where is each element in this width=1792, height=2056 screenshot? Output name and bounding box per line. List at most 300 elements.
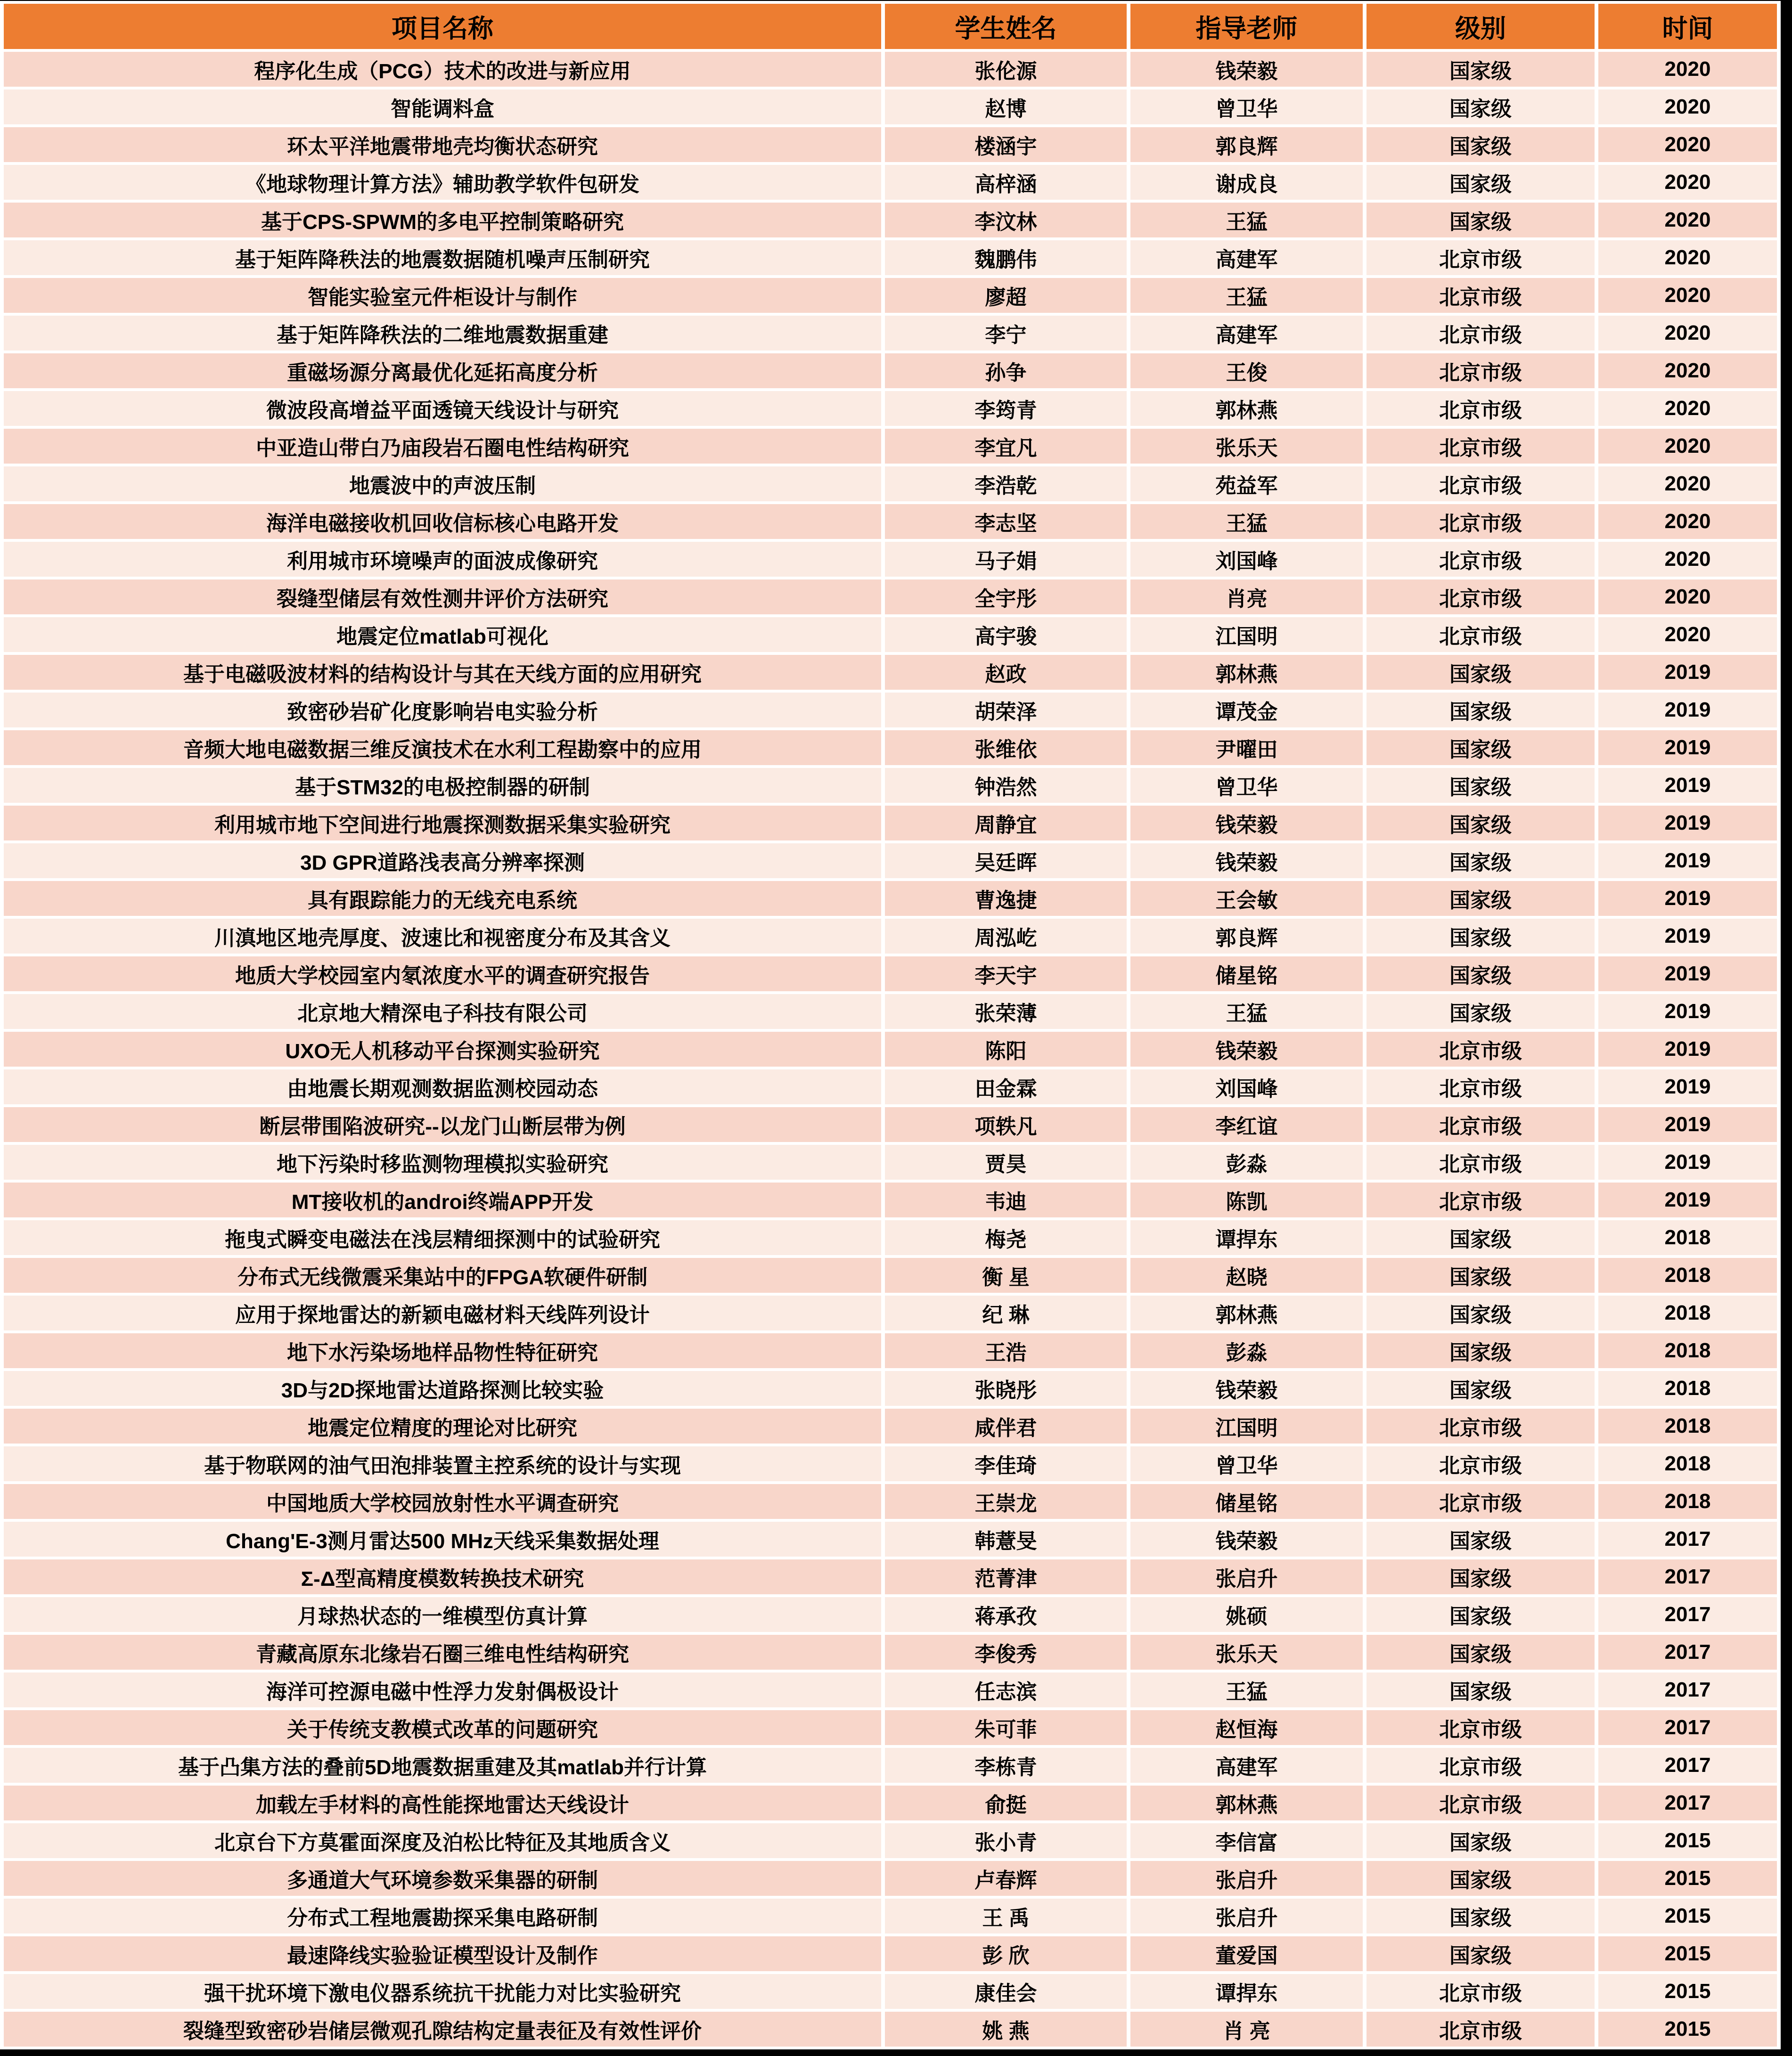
cell-student-name: 孙争 bbox=[885, 353, 1127, 388]
table-row bbox=[4, 579, 1777, 614]
cell-advisor: 王猛 bbox=[1130, 278, 1363, 313]
cell-advisor: 郭林燕 bbox=[1130, 1786, 1363, 1820]
table-row bbox=[4, 1032, 1777, 1067]
table-row bbox=[4, 1786, 1777, 1820]
cell-advisor: 苑益军 bbox=[1130, 466, 1363, 501]
cell-advisor: 彭淼 bbox=[1130, 1145, 1363, 1180]
cell-student-name: 廖超 bbox=[885, 278, 1127, 313]
cell-advisor: 肖 亮 bbox=[1130, 2012, 1363, 2047]
table-row bbox=[4, 693, 1777, 727]
cell-advisor: 王猛 bbox=[1130, 504, 1363, 539]
cell-project-name: 利用城市地下空间进行地震探测数据采集实验研究 bbox=[4, 806, 881, 840]
table-row bbox=[4, 1522, 1777, 1557]
cell-advisor: 谭茂金 bbox=[1130, 693, 1363, 727]
cell-project-name: Σ-Δ型高精度模数转换技术研究 bbox=[4, 1559, 881, 1594]
cell-level: 国家级 bbox=[1367, 956, 1595, 991]
cell-project-name: 利用城市环境噪声的面波成像研究 bbox=[4, 542, 881, 577]
cell-level: 国家级 bbox=[1367, 1823, 1595, 1858]
cell-level: 北京市级 bbox=[1367, 579, 1595, 614]
cell-advisor: 江国明 bbox=[1130, 617, 1363, 652]
table-row bbox=[4, 1673, 1777, 1707]
cell-level: 国家级 bbox=[1367, 730, 1595, 765]
cell-year: 2019 bbox=[1598, 843, 1777, 878]
cell-level: 北京市级 bbox=[1367, 429, 1595, 464]
cell-year: 2019 bbox=[1598, 881, 1777, 916]
cell-level: 北京市级 bbox=[1367, 278, 1595, 313]
cell-level: 北京市级 bbox=[1367, 1710, 1595, 1745]
cell-student-name: 楼涵宇 bbox=[885, 127, 1127, 162]
cell-year: 2019 bbox=[1598, 1183, 1777, 1217]
cell-student-name: 李宁 bbox=[885, 316, 1127, 351]
cell-student-name: 陈阳 bbox=[885, 1032, 1127, 1067]
table-row bbox=[4, 843, 1777, 878]
cell-year: 2015 bbox=[1598, 1936, 1777, 1971]
cell-advisor: 王猛 bbox=[1130, 203, 1363, 237]
cell-project-name: MT接收机的androi终端APP开发 bbox=[4, 1183, 881, 1217]
cell-project-name: 具有跟踪能力的无线充电系统 bbox=[4, 881, 881, 916]
cell-level: 国家级 bbox=[1367, 1333, 1595, 1368]
cell-year: 2020 bbox=[1598, 391, 1777, 426]
cell-level: 北京市级 bbox=[1367, 1974, 1595, 2009]
header-row bbox=[4, 4, 1777, 49]
cell-project-name: 《地球物理计算方法》辅助教学软件包研发 bbox=[4, 165, 881, 200]
table-row bbox=[4, 730, 1777, 765]
cell-level: 国家级 bbox=[1367, 52, 1595, 87]
table-row bbox=[4, 127, 1777, 162]
cell-project-name: 裂缝型储层有效性测井评价方法研究 bbox=[4, 579, 881, 614]
table-row bbox=[4, 165, 1777, 200]
cell-advisor: 王猛 bbox=[1130, 994, 1363, 1029]
table-row bbox=[4, 1823, 1777, 1858]
cell-student-name: 朱可菲 bbox=[885, 1710, 1127, 1745]
cell-student-name: 姚 燕 bbox=[885, 2012, 1127, 2047]
cell-project-name: 由地震长期观测数据监测校园动态 bbox=[4, 1069, 881, 1104]
table-row bbox=[4, 1107, 1777, 1142]
cell-student-name: 赵政 bbox=[885, 655, 1127, 690]
cell-student-name: 纪 琳 bbox=[885, 1296, 1127, 1330]
cell-student-name: 王 禹 bbox=[885, 1899, 1127, 1934]
cell-advisor: 曾卫华 bbox=[1130, 1446, 1363, 1481]
cell-level: 国家级 bbox=[1367, 881, 1595, 916]
cell-student-name: 周泓屹 bbox=[885, 919, 1127, 954]
table-row bbox=[4, 1635, 1777, 1670]
table-body bbox=[4, 52, 1777, 2047]
cell-year: 2020 bbox=[1598, 353, 1777, 388]
cell-year: 2019 bbox=[1598, 1145, 1777, 1180]
cell-project-name: 地质大学校园室内氡浓度水平的调查研究报告 bbox=[4, 956, 881, 991]
cell-year: 2017 bbox=[1598, 1635, 1777, 1670]
cell-student-name: 衡 星 bbox=[885, 1258, 1127, 1293]
cell-student-name: 张荣薄 bbox=[885, 994, 1127, 1029]
cell-project-name: 中国地质大学校园放射性水平调查研究 bbox=[4, 1484, 881, 1519]
cell-student-name: 王崇龙 bbox=[885, 1484, 1127, 1519]
table-row bbox=[4, 466, 1777, 501]
table-row bbox=[4, 1296, 1777, 1330]
cell-year: 2020 bbox=[1598, 466, 1777, 501]
cell-year: 2019 bbox=[1598, 956, 1777, 991]
cell-level: 北京市级 bbox=[1367, 1786, 1595, 1820]
cell-project-name: 地下污染时移监测物理模拟实验研究 bbox=[4, 1145, 881, 1180]
cell-advisor: 高建军 bbox=[1130, 1748, 1363, 1783]
cell-level: 国家级 bbox=[1367, 655, 1595, 690]
cell-student-name: 胡荣泽 bbox=[885, 693, 1127, 727]
cell-level: 国家级 bbox=[1367, 1597, 1595, 1632]
table-row bbox=[4, 1559, 1777, 1594]
cell-student-name: 范菁津 bbox=[885, 1559, 1127, 1594]
table-row bbox=[4, 1333, 1777, 1368]
cell-student-name: 吴廷晖 bbox=[885, 843, 1127, 878]
table-row bbox=[4, 353, 1777, 388]
cell-student-name: 张小青 bbox=[885, 1823, 1127, 1858]
cell-student-name: 蒋承孜 bbox=[885, 1597, 1127, 1632]
cell-student-name: 咸伴君 bbox=[885, 1409, 1127, 1444]
table-row bbox=[4, 1936, 1777, 1971]
cell-student-name: 张伦源 bbox=[885, 52, 1127, 87]
cell-project-name: 智能实验室元件柜设计与制作 bbox=[4, 278, 881, 313]
cell-project-name: 月球热状态的一维模型仿真计算 bbox=[4, 1597, 881, 1632]
cell-year: 2019 bbox=[1598, 994, 1777, 1029]
cell-advisor: 钱荣毅 bbox=[1130, 1032, 1363, 1067]
cell-advisor: 郭林燕 bbox=[1130, 655, 1363, 690]
cell-level: 国家级 bbox=[1367, 806, 1595, 840]
table-row bbox=[4, 316, 1777, 351]
cell-advisor: 王会敏 bbox=[1130, 881, 1363, 916]
cell-level: 北京市级 bbox=[1367, 1446, 1595, 1481]
cell-level: 国家级 bbox=[1367, 994, 1595, 1029]
cell-level: 北京市级 bbox=[1367, 542, 1595, 577]
cell-project-name: 北京地大精深电子科技有限公司 bbox=[4, 994, 881, 1029]
cell-level: 国家级 bbox=[1367, 693, 1595, 727]
cell-project-name: 强干扰环境下激电仪器系统抗干扰能力对比实验研究 bbox=[4, 1974, 881, 2009]
table-row bbox=[4, 1861, 1777, 1896]
cell-advisor: 张乐天 bbox=[1130, 429, 1363, 464]
cell-student-name: 贾昊 bbox=[885, 1145, 1127, 1180]
projects-table bbox=[0, 1, 1781, 2049]
cell-advisor: 钱荣毅 bbox=[1130, 806, 1363, 840]
cell-project-name: 微波段高增益平面透镜天线设计与研究 bbox=[4, 391, 881, 426]
table-row bbox=[4, 919, 1777, 954]
cell-student-name: 李天宇 bbox=[885, 956, 1127, 991]
cell-project-name: 分布式无线微震采集站中的FPGA软硬件研制 bbox=[4, 1258, 881, 1293]
cell-year: 2020 bbox=[1598, 240, 1777, 275]
cell-advisor: 储星铭 bbox=[1130, 1484, 1363, 1519]
cell-advisor: 江国明 bbox=[1130, 1409, 1363, 1444]
cell-advisor: 姚硕 bbox=[1130, 1597, 1363, 1632]
cell-advisor: 钱荣毅 bbox=[1130, 843, 1363, 878]
cell-year: 2019 bbox=[1598, 730, 1777, 765]
cell-advisor: 陈凯 bbox=[1130, 1183, 1363, 1217]
cell-year: 2017 bbox=[1598, 1597, 1777, 1632]
table-row bbox=[4, 542, 1777, 577]
cell-project-name: 致密砂岩矿化度影响岩电实验分析 bbox=[4, 693, 881, 727]
cell-advisor: 刘国峰 bbox=[1130, 542, 1363, 577]
table-row bbox=[4, 278, 1777, 313]
cell-year: 2019 bbox=[1598, 806, 1777, 840]
cell-student-name: 韦迪 bbox=[885, 1183, 1127, 1217]
cell-level: 国家级 bbox=[1367, 1371, 1595, 1406]
cell-advisor: 谢成良 bbox=[1130, 165, 1363, 200]
cell-level: 国家级 bbox=[1367, 768, 1595, 803]
cell-level: 国家级 bbox=[1367, 1559, 1595, 1594]
cell-student-name: 赵博 bbox=[885, 90, 1127, 124]
cell-level: 北京市级 bbox=[1367, 391, 1595, 426]
cell-advisor: 赵恒海 bbox=[1130, 1710, 1363, 1745]
cell-level: 国家级 bbox=[1367, 1522, 1595, 1557]
cell-year: 2017 bbox=[1598, 1522, 1777, 1557]
cell-advisor: 王猛 bbox=[1130, 1673, 1363, 1707]
table-row bbox=[4, 203, 1777, 237]
cell-advisor: 彭淼 bbox=[1130, 1333, 1363, 1368]
table-sheet bbox=[0, 1, 1781, 2049]
cell-year: 2017 bbox=[1598, 1786, 1777, 1820]
cell-year: 2020 bbox=[1598, 617, 1777, 652]
cell-project-name: 青藏高原东北缘岩石圈三维电性结构研究 bbox=[4, 1635, 881, 1670]
cell-project-name: Chang'E-3测月雷达500 MHz天线采集数据处理 bbox=[4, 1522, 881, 1557]
cell-advisor: 郭良辉 bbox=[1130, 919, 1363, 954]
cell-project-name: 程序化生成（PCG）技术的改进与新应用 bbox=[4, 52, 881, 87]
cell-student-name: 钟浩然 bbox=[885, 768, 1127, 803]
cell-advisor: 张乐天 bbox=[1130, 1635, 1363, 1670]
cell-advisor: 谭捍东 bbox=[1130, 1974, 1363, 2009]
cell-project-name: 基于STM32的电极控制器的研制 bbox=[4, 768, 881, 803]
cell-project-name: 基于凸集方法的叠前5D地震数据重建及其matlab并行计算 bbox=[4, 1748, 881, 1783]
cell-project-name: 地震定位matlab可视化 bbox=[4, 617, 881, 652]
cell-advisor: 肖亮 bbox=[1130, 579, 1363, 614]
table-row bbox=[4, 429, 1777, 464]
cell-project-name: 川滇地区地壳厚度、波速比和视密度分布及其含义 bbox=[4, 919, 881, 954]
cell-project-name: 拖曳式瞬变电磁法在浅层精细探测中的试验研究 bbox=[4, 1220, 881, 1255]
cell-student-name: 康佳会 bbox=[885, 1974, 1127, 2009]
cell-advisor: 钱荣毅 bbox=[1130, 1522, 1363, 1557]
cell-level: 国家级 bbox=[1367, 1936, 1595, 1971]
cell-student-name: 魏鹏伟 bbox=[885, 240, 1127, 275]
cell-student-name: 李浩乾 bbox=[885, 466, 1127, 501]
cell-project-name: 重磁场源分离最优化延拓高度分析 bbox=[4, 353, 881, 388]
cell-advisor: 王俊 bbox=[1130, 353, 1363, 388]
cell-advisor: 赵晓 bbox=[1130, 1258, 1363, 1293]
cell-advisor: 张启升 bbox=[1130, 1899, 1363, 1934]
cell-advisor: 张启升 bbox=[1130, 1861, 1363, 1896]
cell-level: 国家级 bbox=[1367, 203, 1595, 237]
cell-level: 北京市级 bbox=[1367, 1069, 1595, 1104]
cell-year: 2020 bbox=[1598, 127, 1777, 162]
cell-year: 2015 bbox=[1598, 1823, 1777, 1858]
cell-year: 2018 bbox=[1598, 1446, 1777, 1481]
cell-project-name: 海洋可控源电磁中性浮力发射偶极设计 bbox=[4, 1673, 881, 1707]
header-student-name: 学生姓名 bbox=[885, 4, 1127, 49]
cell-student-name: 张维依 bbox=[885, 730, 1127, 765]
cell-level: 北京市级 bbox=[1367, 1409, 1595, 1444]
cell-year: 2017 bbox=[1598, 1748, 1777, 1783]
cell-student-name: 马子娟 bbox=[885, 542, 1127, 577]
cell-level: 国家级 bbox=[1367, 165, 1595, 200]
cell-level: 北京市级 bbox=[1367, 1107, 1595, 1142]
cell-advisor: 李红谊 bbox=[1130, 1107, 1363, 1142]
cell-year: 2020 bbox=[1598, 203, 1777, 237]
cell-year: 2019 bbox=[1598, 1069, 1777, 1104]
cell-project-name: 加载左手材料的高性能探地雷达天线设计 bbox=[4, 1786, 881, 1820]
cell-project-name: 关于传统支教模式改革的问题研究 bbox=[4, 1710, 881, 1745]
table-row bbox=[4, 1069, 1777, 1104]
cell-advisor: 郭良辉 bbox=[1130, 127, 1363, 162]
cell-year: 2017 bbox=[1598, 1710, 1777, 1745]
cell-level: 国家级 bbox=[1367, 90, 1595, 124]
cell-student-name: 俞挺 bbox=[885, 1786, 1127, 1820]
cell-year: 2019 bbox=[1598, 919, 1777, 954]
cell-student-name: 全宇彤 bbox=[885, 579, 1127, 614]
cell-student-name: 李汶林 bbox=[885, 203, 1127, 237]
cell-year: 2018 bbox=[1598, 1484, 1777, 1519]
table-row bbox=[4, 768, 1777, 803]
cell-project-name: 智能调料盒 bbox=[4, 90, 881, 124]
table-row bbox=[4, 1183, 1777, 1217]
cell-year: 2019 bbox=[1598, 768, 1777, 803]
cell-level: 北京市级 bbox=[1367, 1145, 1595, 1180]
cell-level: 国家级 bbox=[1367, 1861, 1595, 1896]
cell-advisor: 尹曜田 bbox=[1130, 730, 1363, 765]
table-row bbox=[4, 956, 1777, 991]
table-row bbox=[4, 881, 1777, 916]
cell-student-name: 韩薏旻 bbox=[885, 1522, 1127, 1557]
table-row bbox=[4, 90, 1777, 124]
cell-student-name: 李宜凡 bbox=[885, 429, 1127, 464]
cell-project-name: 中亚造山带白乃庙段岩石圈电性结构研究 bbox=[4, 429, 881, 464]
cell-student-name: 任志滨 bbox=[885, 1673, 1127, 1707]
cell-project-name: 地震定位精度的理论对比研究 bbox=[4, 1409, 881, 1444]
cell-student-name: 卢春辉 bbox=[885, 1861, 1127, 1896]
cell-student-name: 王浩 bbox=[885, 1333, 1127, 1368]
cell-year: 2015 bbox=[1598, 1899, 1777, 1934]
cell-level: 国家级 bbox=[1367, 1635, 1595, 1670]
header-year: 时间 bbox=[1598, 4, 1777, 49]
cell-project-name: 应用于探地雷达的新颖电磁材料天线阵列设计 bbox=[4, 1296, 881, 1330]
cell-year: 2020 bbox=[1598, 90, 1777, 124]
cell-student-name: 高梓涵 bbox=[885, 165, 1127, 200]
cell-year: 2020 bbox=[1598, 579, 1777, 614]
cell-year: 2018 bbox=[1598, 1371, 1777, 1406]
table-row bbox=[4, 1409, 1777, 1444]
cell-year: 2019 bbox=[1598, 693, 1777, 727]
cell-student-name: 李筠青 bbox=[885, 391, 1127, 426]
table-row bbox=[4, 1258, 1777, 1293]
cell-project-name: 环太平洋地震带地壳均衡状态研究 bbox=[4, 127, 881, 162]
cell-student-name: 周静宜 bbox=[885, 806, 1127, 840]
cell-advisor: 刘国峰 bbox=[1130, 1069, 1363, 1104]
cell-year: 2020 bbox=[1598, 165, 1777, 200]
cell-level: 北京市级 bbox=[1367, 353, 1595, 388]
cell-level: 北京市级 bbox=[1367, 617, 1595, 652]
cell-project-name: 基于电磁吸波材料的结构设计与其在天线方面的应用研究 bbox=[4, 655, 881, 690]
cell-project-name: 基于矩阵降秩法的二维地震数据重建 bbox=[4, 316, 881, 351]
table-row bbox=[4, 504, 1777, 539]
cell-level: 北京市级 bbox=[1367, 240, 1595, 275]
cell-level: 北京市级 bbox=[1367, 504, 1595, 539]
table-row bbox=[4, 1748, 1777, 1783]
cell-year: 2018 bbox=[1598, 1258, 1777, 1293]
cell-advisor: 高建军 bbox=[1130, 316, 1363, 351]
cell-level: 国家级 bbox=[1367, 843, 1595, 878]
cell-level: 北京市级 bbox=[1367, 1748, 1595, 1783]
header-level: 级别 bbox=[1367, 4, 1595, 49]
cell-project-name: 基于矩阵降秩法的地震数据随机噪声压制研究 bbox=[4, 240, 881, 275]
cell-level: 国家级 bbox=[1367, 127, 1595, 162]
cell-year: 2020 bbox=[1598, 542, 1777, 577]
table-row bbox=[4, 1974, 1777, 2009]
cell-student-name: 梅尧 bbox=[885, 1220, 1127, 1255]
cell-year: 2017 bbox=[1598, 1559, 1777, 1594]
cell-level: 北京市级 bbox=[1367, 316, 1595, 351]
cell-year: 2018 bbox=[1598, 1333, 1777, 1368]
cell-project-name: UXO无人机移动平台探测实验研究 bbox=[4, 1032, 881, 1067]
cell-advisor: 谭捍东 bbox=[1130, 1220, 1363, 1255]
cell-project-name: 北京台下方莫霍面深度及泊松比特征及其地质含义 bbox=[4, 1823, 881, 1858]
cell-year: 2018 bbox=[1598, 1220, 1777, 1255]
table-row bbox=[4, 806, 1777, 840]
cell-year: 2019 bbox=[1598, 655, 1777, 690]
cell-project-name: 最速降线实验验证模型设计及制作 bbox=[4, 1936, 881, 1971]
cell-project-name: 海洋电磁接收机回收信标核心电路开发 bbox=[4, 504, 881, 539]
table-row bbox=[4, 240, 1777, 275]
cell-level: 北京市级 bbox=[1367, 466, 1595, 501]
cell-year: 2020 bbox=[1598, 278, 1777, 313]
table-row bbox=[4, 1710, 1777, 1745]
cell-project-name: 3D与2D探地雷达道路探测比较实验 bbox=[4, 1371, 881, 1406]
table-row bbox=[4, 52, 1777, 87]
cell-year: 2015 bbox=[1598, 2012, 1777, 2047]
cell-level: 国家级 bbox=[1367, 1673, 1595, 1707]
table-row bbox=[4, 1371, 1777, 1406]
cell-student-name: 张晓彤 bbox=[885, 1371, 1127, 1406]
header-project-name: 项目名称 bbox=[4, 4, 881, 49]
table-row bbox=[4, 1899, 1777, 1934]
cell-year: 2018 bbox=[1598, 1296, 1777, 1330]
cell-project-name: 地震波中的声波压制 bbox=[4, 466, 881, 501]
table-row bbox=[4, 1484, 1777, 1519]
cell-project-name: 断层带围陷波研究--以龙门山断层带为例 bbox=[4, 1107, 881, 1142]
cell-level: 国家级 bbox=[1367, 919, 1595, 954]
table-row bbox=[4, 617, 1777, 652]
header-advisor: 指导老师 bbox=[1130, 4, 1363, 49]
cell-project-name: 基于物联网的油气田泡排装置主控系统的设计与实现 bbox=[4, 1446, 881, 1481]
cell-year: 2019 bbox=[1598, 1032, 1777, 1067]
cell-year: 2020 bbox=[1598, 52, 1777, 87]
cell-year: 2020 bbox=[1598, 504, 1777, 539]
table-row bbox=[4, 994, 1777, 1029]
table-row bbox=[4, 2012, 1777, 2047]
cell-advisor: 董爱国 bbox=[1130, 1936, 1363, 1971]
cell-level: 北京市级 bbox=[1367, 1183, 1595, 1217]
table-row bbox=[4, 655, 1777, 690]
cell-student-name: 李志坚 bbox=[885, 504, 1127, 539]
cell-project-name: 多通道大气环境参数采集器的研制 bbox=[4, 1861, 881, 1896]
table-row bbox=[4, 1145, 1777, 1180]
cell-project-name: 地下水污染场地样品物性特征研究 bbox=[4, 1333, 881, 1368]
cell-advisor: 张启升 bbox=[1130, 1559, 1363, 1594]
cell-advisor: 郭林燕 bbox=[1130, 1296, 1363, 1330]
cell-advisor: 李信富 bbox=[1130, 1823, 1363, 1858]
cell-year: 2015 bbox=[1598, 1861, 1777, 1896]
cell-year: 2015 bbox=[1598, 1974, 1777, 2009]
cell-year: 2017 bbox=[1598, 1673, 1777, 1707]
cell-year: 2020 bbox=[1598, 316, 1777, 351]
cell-project-name: 裂缝型致密砂岩储层微观孔隙结构定量表征及有效性评价 bbox=[4, 2012, 881, 2047]
table-row bbox=[4, 1220, 1777, 1255]
cell-year: 2019 bbox=[1598, 1107, 1777, 1142]
cell-level: 国家级 bbox=[1367, 1220, 1595, 1255]
cell-year: 2020 bbox=[1598, 429, 1777, 464]
cell-level: 北京市级 bbox=[1367, 1484, 1595, 1519]
cell-project-name: 音频大地电磁数据三维反演技术在水利工程勘察中的应用 bbox=[4, 730, 881, 765]
